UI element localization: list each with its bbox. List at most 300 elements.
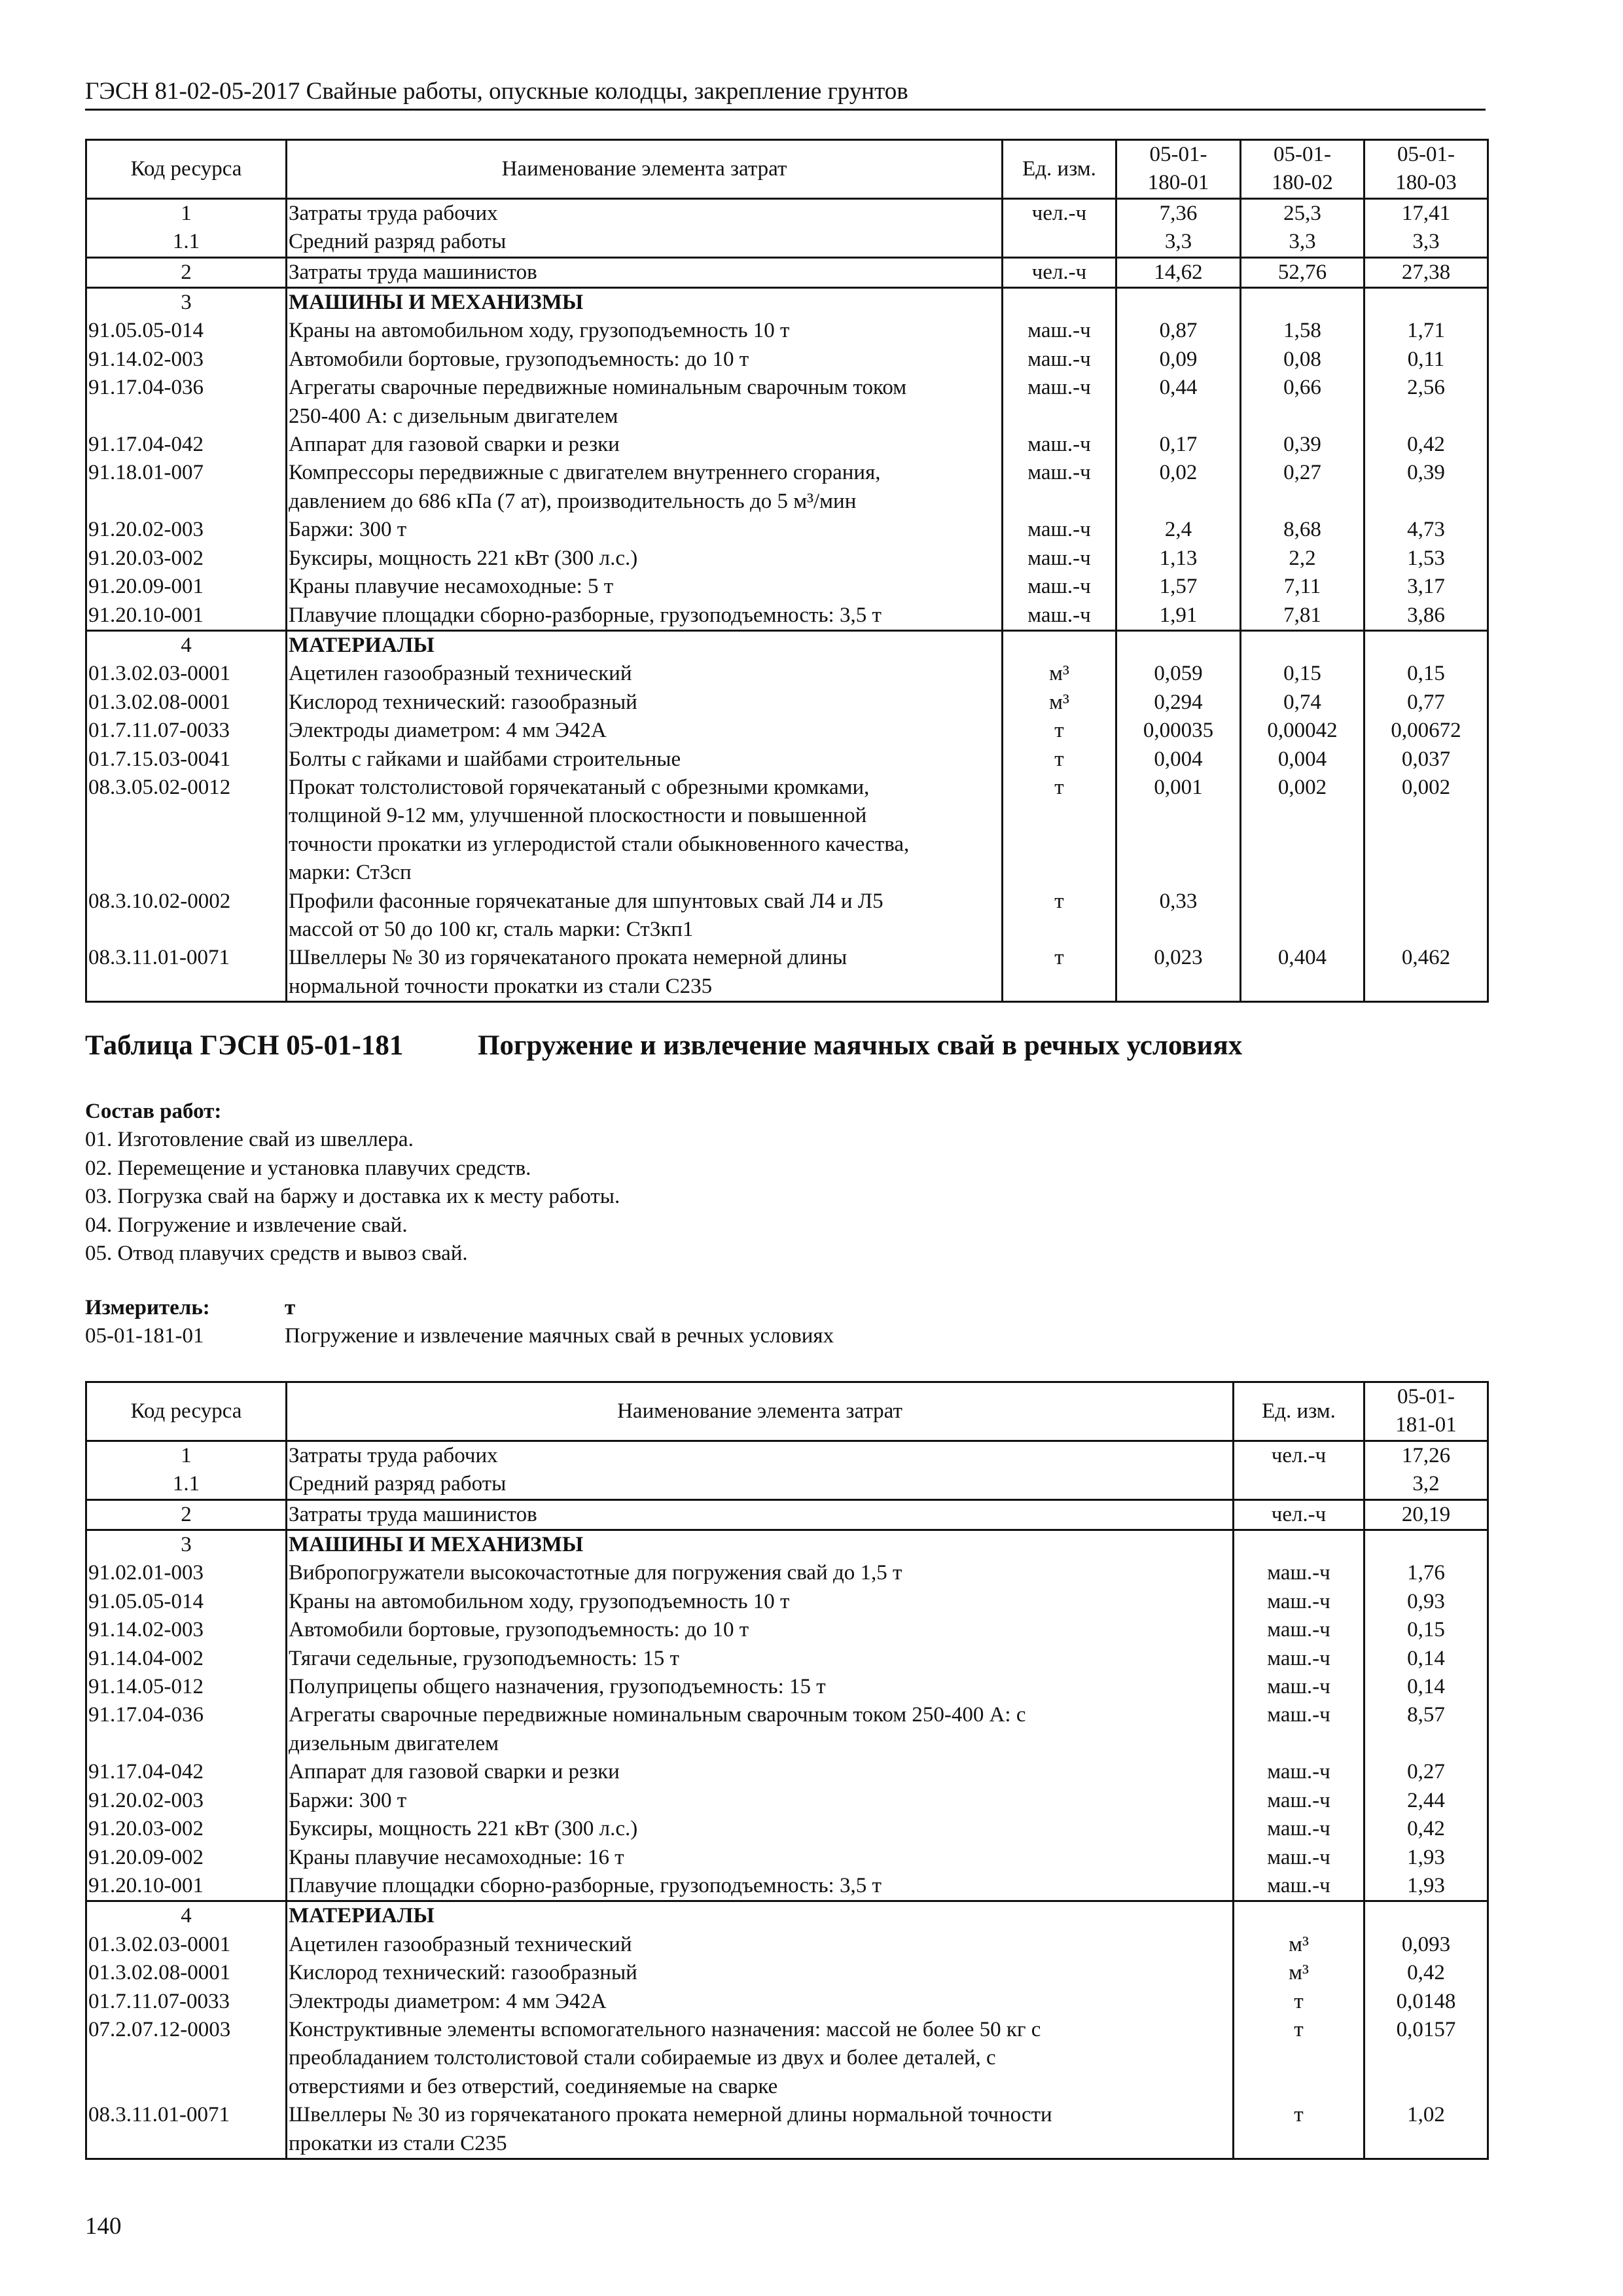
cost-item-name <box>287 288 1003 317</box>
cost-item-name <box>287 1701 1234 1758</box>
resource-code: 07.2.07.12-0003 <box>86 2016 287 2101</box>
resource-code: 91.20.03-002 <box>86 1815 287 1843</box>
norm-value: 0,004 <box>1116 745 1241 774</box>
norm-value <box>1364 1901 1488 1931</box>
resource-code: 01.3.02.08-0001 <box>86 689 287 717</box>
cost-item-name-line: Конструктивные элементы вспомогательного назначения: массой не более 50 кг с <box>289 2017 1041 2041</box>
cost-item-name <box>287 2101 1234 2159</box>
unit: маш.-ч <box>1234 1872 1364 1901</box>
norm-value: 0,87 <box>1116 317 1241 345</box>
col-header-variant-part: 05-01- <box>1397 143 1455 166</box>
resource-code: 91.20.09-001 <box>86 573 287 601</box>
cost-item-name-line: прокатки из стали С235 <box>289 2131 507 2155</box>
col-header-unit: Ед. изм. <box>1003 140 1116 199</box>
cost-item-name <box>287 1931 1234 1959</box>
cost-item-name <box>287 346 1003 374</box>
norm-value: 52,76 <box>1241 257 1364 287</box>
cost-item-name <box>287 1988 1234 2016</box>
norm-value: 0,27 <box>1241 459 1364 516</box>
cost-item-name-line: МАШИНЫ И МЕХАНИЗМЫ <box>289 1533 584 1557</box>
cost-item-name-line: МАТЕРИАЛЫ <box>289 633 435 657</box>
norm-value: 0,462 <box>1364 944 1488 1001</box>
cost-item-name-line: Прокат толстолистовой горячекатаный с обрезными кромками, <box>289 775 870 799</box>
norm-value: 0,00035 <box>1116 717 1241 745</box>
table-row <box>86 689 1488 717</box>
cost-item-name <box>287 228 1003 257</box>
work-step: 03. Погрузка свай на баржу и доставка их к месту работы. <box>85 1185 620 1209</box>
unit <box>1234 1470 1364 1499</box>
col-header-name: Наименование элемента затрат <box>287 140 1003 199</box>
cost-item-name-line: Полуприцепы общего назначения, грузоподъемность: 15 т <box>289 1675 826 1699</box>
section-row <box>86 630 1488 660</box>
work-step: 04. Погружение и извлечение свай. <box>85 1213 408 1237</box>
cost-item-name-line: марки: Ст3сп <box>289 861 412 885</box>
norm-value: 0,0157 <box>1364 2016 1488 2101</box>
cost-item-name <box>287 1559 1234 1587</box>
norm-value: 0,0148 <box>1364 1988 1488 2016</box>
norm-value: 2,4 <box>1116 516 1241 544</box>
unit: маш.-ч <box>1003 516 1116 544</box>
table-title <box>85 1028 1486 1064</box>
norm-value: 0,002 <box>1241 774 1364 888</box>
cost-item-name-line: Ацетилен газообразный технический <box>289 662 632 686</box>
cost-item-name <box>287 1499 1234 1530</box>
table-row <box>86 1787 1488 1815</box>
unit: маш.-ч <box>1003 346 1116 374</box>
norm-value: 7,36 <box>1116 198 1241 228</box>
norm-value: 0,11 <box>1364 346 1488 374</box>
col-header-unit: Ед. изм. <box>1234 1382 1364 1441</box>
norm-value: 0,09 <box>1116 346 1241 374</box>
norm-value: 3,3 <box>1241 228 1364 257</box>
unit: маш.-ч <box>1234 1701 1364 1758</box>
cost-item-name <box>287 601 1003 631</box>
resource-code: 91.17.04-042 <box>86 431 287 459</box>
unit: маш.-ч <box>1003 573 1116 601</box>
norm-value: 0,08 <box>1241 346 1364 374</box>
norm-value: 0,15 <box>1364 660 1488 688</box>
cost-item-name-line: Плавучие площадки сборно-разборные, грузоподъемность: 3,5 т <box>289 1873 882 1897</box>
resource-code: 3 <box>86 1530 287 1560</box>
cost-item-name-line: нормальной точности прокатки из стали С235 <box>289 974 713 998</box>
resource-code: 01.3.02.08-0001 <box>86 1959 287 1987</box>
resource-code: 2 <box>86 1499 287 1530</box>
cost-item-name <box>287 573 1003 601</box>
norm-value <box>1364 1530 1488 1560</box>
table-row <box>86 374 1488 431</box>
norm-value <box>1241 888 1364 944</box>
resource-code: 91.20.02-003 <box>86 1787 287 1815</box>
col-header-variant-part: 180-03 <box>1395 171 1457 195</box>
cost-item-name-line: Вибропогружатели высокочастотные для погружения свай до 1,5 т <box>289 1561 902 1585</box>
table-row <box>86 545 1488 573</box>
norm-value: 1,93 <box>1364 1872 1488 1901</box>
cost-item-name-line: массой от 50 до 100 кг, сталь марки: Ст3кп1 <box>289 917 694 941</box>
cost-item-name-line: Профили фасонные горячекатаные для шпунтовых свай Л4 и Л5 <box>289 889 883 913</box>
unit: маш.-ч <box>1234 1559 1364 1587</box>
resource-code: 08.3.05.02-0012 <box>86 774 287 888</box>
table-row <box>86 1559 1488 1587</box>
table-row <box>86 317 1488 345</box>
table-row <box>86 888 1488 944</box>
unit: маш.-ч <box>1003 374 1116 431</box>
resource-code: 1 <box>86 1441 287 1470</box>
measure-block <box>85 1294 1486 1351</box>
norm-value: 27,38 <box>1364 257 1488 287</box>
resource-code: 01.3.02.03-0001 <box>86 1931 287 1959</box>
resource-table-05-01-181 <box>85 1381 1489 2160</box>
table-row <box>86 257 1488 287</box>
resource-table-05-01-180 <box>85 139 1489 1003</box>
cost-item-name <box>287 1530 1234 1560</box>
cost-item-name <box>287 431 1003 459</box>
norm-value: 1,58 <box>1241 317 1364 345</box>
cost-item-name-line: Аппарат для газовой сварки и резки <box>289 433 620 457</box>
norm-value: 3,3 <box>1116 228 1241 257</box>
norm-value: 0,14 <box>1364 1673 1488 1701</box>
cost-item-name-line: Краны на автомобильном ходу, грузоподъемность 10 т <box>289 319 790 343</box>
table-row <box>86 1931 1488 1959</box>
cost-item-name-line: Автомобили бортовые, грузоподъемность: до 10 т <box>289 347 749 371</box>
unit: маш.-ч <box>1003 459 1116 516</box>
norm-value <box>1116 288 1241 317</box>
resource-code: 91.20.02-003 <box>86 516 287 544</box>
norm-value: 0,002 <box>1364 774 1488 888</box>
unit: маш.-ч <box>1234 1815 1364 1843</box>
cost-item-name <box>287 459 1003 516</box>
norm-value <box>1364 630 1488 660</box>
page-header: ГЭСН 81-02-05-2017 Свайные работы, опускные колодцы, закрепление грунтов <box>85 77 1486 111</box>
resource-code: 91.05.05-014 <box>86 317 287 345</box>
norm-value: 0,77 <box>1364 689 1488 717</box>
unit: маш.-ч <box>1234 1616 1364 1644</box>
resource-code: 91.17.04-036 <box>86 1701 287 1758</box>
table-row <box>86 198 1488 228</box>
cost-item-name-line: Баржи: 300 т <box>289 518 407 542</box>
cost-item-name <box>287 1959 1234 1987</box>
col-header-variant-part: 181-01 <box>1395 1413 1457 1437</box>
work-step: 02. Перемещение и установка плавучих средств. <box>85 1156 531 1180</box>
resource-code: 01.7.11.07-0033 <box>86 1988 287 2016</box>
norm-value: 0,42 <box>1364 1815 1488 1843</box>
table-row <box>86 774 1488 888</box>
works-label: Состав работ: <box>85 1100 222 1123</box>
cost-item-name <box>287 745 1003 774</box>
table-row <box>86 1758 1488 1786</box>
norm-value: 2,44 <box>1364 1787 1488 1815</box>
norm-value <box>1241 288 1364 317</box>
section-row <box>86 1901 1488 1931</box>
measure-code: 05-01-181-01 <box>85 1324 204 1348</box>
resource-code: 08.3.10.02-0002 <box>86 888 287 944</box>
table-row <box>86 2016 1488 2101</box>
norm-value: 3,2 <box>1364 1470 1488 1499</box>
cost-item-name-line: Автомобили бортовые, грузоподъемность: до 10 т <box>289 1618 749 1642</box>
norm-value: 17,26 <box>1364 1441 1488 1470</box>
cost-item-name <box>287 1872 1234 1901</box>
cost-item-name-line: Электроды диаметром: 4 мм Э42А <box>289 1989 607 2013</box>
norm-value: 0,001 <box>1116 774 1241 888</box>
unit: маш.-ч <box>1003 601 1116 631</box>
col-header-variant-part: 05-01- <box>1397 1385 1455 1408</box>
unit: м³ <box>1003 689 1116 717</box>
cost-item-name-line: Баржи: 300 т <box>289 1788 407 1812</box>
norm-value: 0,39 <box>1241 431 1364 459</box>
cost-item-name-line: Краны плавучие несамоходные: 5 т <box>289 575 614 599</box>
cost-item-name <box>287 374 1003 431</box>
table-row <box>86 1815 1488 1843</box>
table-row <box>86 573 1488 601</box>
cost-item-name-line: Швеллеры № 30 из горячекатаного проката немерной длины нормальной точности <box>289 2103 1052 2127</box>
unit: маш.-ч <box>1234 1673 1364 1701</box>
norm-value: 0,14 <box>1364 1645 1488 1673</box>
cost-item-name <box>287 257 1003 287</box>
resource-code: 91.20.10-001 <box>86 1872 287 1901</box>
unit: т <box>1234 2101 1364 2159</box>
unit: чел.-ч <box>1234 1441 1364 1470</box>
resource-code: 1.1 <box>86 228 287 257</box>
table-row <box>86 228 1488 257</box>
unit: чел.-ч <box>1003 257 1116 287</box>
norm-value: 3,86 <box>1364 601 1488 631</box>
norm-value: 0,15 <box>1241 660 1364 688</box>
cost-item-name-line: 250-400 А: с дизельным двигателем <box>289 404 618 428</box>
section-row <box>86 288 1488 317</box>
work-step: 05. Отвод плавучих средств и вывоз свай. <box>85 1242 468 1266</box>
resource-code: 1.1 <box>86 1470 287 1499</box>
unit: чел.-ч <box>1234 1499 1364 1530</box>
unit <box>1003 288 1116 317</box>
resource-code: 91.14.04-002 <box>86 1645 287 1673</box>
norm-value <box>1116 630 1241 660</box>
resource-code: 91.17.04-042 <box>86 1758 287 1786</box>
col-header-variant <box>1364 140 1488 199</box>
table-row <box>86 1844 1488 1872</box>
norm-value: 1,57 <box>1116 573 1241 601</box>
resource-code: 91.14.02-003 <box>86 346 287 374</box>
unit: т <box>1003 944 1116 1001</box>
cost-item-name <box>287 1815 1234 1843</box>
cost-item-name-line: Плавучие площадки сборно-разборные, грузоподъемность: 3,5 т <box>289 603 882 627</box>
norm-value: 0,404 <box>1241 944 1364 1001</box>
section-row <box>86 1530 1488 1560</box>
unit <box>1234 1901 1364 1931</box>
cost-item-name-line: Затраты труда рабочих <box>289 201 498 225</box>
resource-code: 1 <box>86 198 287 228</box>
cost-item-name-line: Болты с гайками и шайбами строительные <box>289 747 681 771</box>
unit <box>1003 228 1116 257</box>
cost-item-name-line: Средний разряд работы <box>289 1472 507 1496</box>
table-row <box>86 601 1488 631</box>
cost-item-name <box>287 888 1003 944</box>
cost-item-name-line: Агрегаты сварочные передвижные номинальным сварочным током 250-400 А: с <box>289 1703 1026 1727</box>
table-row <box>86 944 1488 1001</box>
cost-item-name <box>287 717 1003 745</box>
cost-item-name-line: отверстиями и без отверстий, соединяемые на сварке <box>289 2074 778 2098</box>
norm-value: 1,91 <box>1116 601 1241 631</box>
page-number: 140 <box>85 2213 122 2240</box>
cost-item-name-line: Аппарат для газовой сварки и резки <box>289 1760 620 1784</box>
norm-value: 0,33 <box>1116 888 1241 944</box>
cost-item-name <box>287 1645 1234 1673</box>
cost-item-name-line: Кислород технический: газообразный <box>289 690 637 714</box>
cost-item-name-line: Буксиры, мощность 221 кВт (300 л.с.) <box>289 1817 638 1841</box>
table-row <box>86 431 1488 459</box>
col-header-variant-part: 180-02 <box>1272 171 1333 195</box>
resource-code: 91.20.03-002 <box>86 545 287 573</box>
norm-value: 1,93 <box>1364 1844 1488 1872</box>
cost-item-name <box>287 1901 1234 1931</box>
norm-value: 2,2 <box>1241 545 1364 573</box>
resource-code: 91.18.01-007 <box>86 459 287 516</box>
norm-value: 7,81 <box>1241 601 1364 631</box>
norm-value: 1,53 <box>1364 545 1488 573</box>
norm-value: 0,15 <box>1364 1616 1488 1644</box>
unit: т <box>1234 1988 1364 2016</box>
norm-value: 3,3 <box>1364 228 1488 257</box>
resource-code: 01.7.11.07-0033 <box>86 717 287 745</box>
col-header-code: Код ресурса <box>86 140 287 199</box>
norm-value: 0,93 <box>1364 1588 1488 1616</box>
norm-value: 0,037 <box>1364 745 1488 774</box>
cost-item-name <box>287 1470 1234 1499</box>
norm-value: 14,62 <box>1116 257 1241 287</box>
norm-value: 8,57 <box>1364 1701 1488 1758</box>
table-row <box>86 346 1488 374</box>
table-row <box>86 1988 1488 2016</box>
cost-item-name-line: точности прокатки из углеродистой стали обыкновенного качества, <box>289 832 910 856</box>
cost-item-name <box>287 944 1003 1001</box>
unit: маш.-ч <box>1234 1758 1364 1786</box>
cost-item-name-line: Краны плавучие несамоходные: 16 т <box>289 1845 624 1869</box>
cost-item-name <box>287 660 1003 688</box>
resource-code: 08.3.11.01-0071 <box>86 2101 287 2159</box>
cost-item-name-line: Средний разряд работы <box>289 230 507 254</box>
unit: м³ <box>1003 660 1116 688</box>
norm-value: 1,02 <box>1364 2101 1488 2159</box>
cost-item-name <box>287 630 1003 660</box>
cost-item-name-line: МАТЕРИАЛЫ <box>289 1904 435 1928</box>
norm-value: 0,66 <box>1241 374 1364 431</box>
unit: м³ <box>1234 1931 1364 1959</box>
cost-item-name-line: Агрегаты сварочные передвижные номинальным сварочным током <box>289 376 907 400</box>
unit: маш.-ч <box>1234 1787 1364 1815</box>
table-row <box>86 2101 1488 2159</box>
table-row <box>86 1673 1488 1701</box>
unit: маш.-ч <box>1234 1588 1364 1616</box>
cost-item-name-line: МАШИНЫ И МЕХАНИЗМЫ <box>289 291 584 315</box>
resource-code: 3 <box>86 288 287 317</box>
table-row <box>86 717 1488 745</box>
table-row <box>86 1470 1488 1499</box>
works-composition <box>85 1098 1486 1268</box>
norm-value: 1,76 <box>1364 1559 1488 1587</box>
norm-value: 0,00672 <box>1364 717 1488 745</box>
table-row <box>86 1499 1488 1530</box>
unit: чел.-ч <box>1003 198 1116 228</box>
norm-value: 7,11 <box>1241 573 1364 601</box>
cost-item-name-line: Ацетилен газообразный технический <box>289 1932 632 1956</box>
resource-code: 91.05.05-014 <box>86 1588 287 1616</box>
resource-code: 91.17.04-036 <box>86 374 287 431</box>
table-row <box>86 1441 1488 1470</box>
col-header-variant <box>1364 1382 1488 1441</box>
resource-code: 4 <box>86 1901 287 1931</box>
unit: маш.-ч <box>1234 1844 1364 1872</box>
norm-value: 0,42 <box>1364 1959 1488 1987</box>
cost-item-name-line: Затраты труда машинистов <box>289 260 537 284</box>
norm-value: 1,71 <box>1364 317 1488 345</box>
measure-label: Измеритель: <box>85 1296 210 1319</box>
norm-value: 0,42 <box>1364 431 1488 459</box>
cost-item-name <box>287 2016 1234 2101</box>
norm-value: 0,74 <box>1241 689 1364 717</box>
table-row <box>86 1588 1488 1616</box>
norm-value <box>1364 288 1488 317</box>
norm-value: 4,73 <box>1364 516 1488 544</box>
cost-item-name-line: Затраты труда рабочих <box>289 1443 498 1467</box>
resource-code: 91.14.05-012 <box>86 1673 287 1701</box>
unit: т <box>1003 774 1116 888</box>
cost-item-name-line: дизельным двигателем <box>289 1731 499 1755</box>
measure-description: Погружение и извлечение маячных свай в речных условиях <box>285 1324 834 1348</box>
cost-item-name <box>287 1787 1234 1815</box>
cost-item-name-line: Компрессоры передвижные с двигателем внутреннего сгорания, <box>289 461 881 485</box>
cost-item-name <box>287 1673 1234 1701</box>
resource-code: 01.7.15.03-0041 <box>86 745 287 774</box>
resource-code: 01.3.02.03-0001 <box>86 660 287 688</box>
table-row <box>86 459 1488 516</box>
cost-item-name-line: толщиной 9-12 мм, улучшенной плоскостности и повышенной <box>289 804 867 828</box>
unit: т <box>1003 717 1116 745</box>
norm-value: 1,13 <box>1116 545 1241 573</box>
cost-item-name <box>287 1616 1234 1644</box>
table-row <box>86 660 1488 688</box>
norm-value: 0,44 <box>1116 374 1241 431</box>
norm-value <box>1241 630 1364 660</box>
cost-item-name-line: Электроды диаметром: 4 мм Э42А <box>289 719 607 743</box>
norm-value: 0,059 <box>1116 660 1241 688</box>
table-row <box>86 1959 1488 1987</box>
cost-item-name <box>287 198 1003 228</box>
col-header-variant <box>1241 140 1364 199</box>
unit <box>1234 1530 1364 1560</box>
resource-code: 91.20.09-002 <box>86 1844 287 1872</box>
cost-item-name <box>287 516 1003 544</box>
unit: т <box>1003 888 1116 944</box>
resource-code: 91.14.02-003 <box>86 1616 287 1644</box>
cost-item-name <box>287 317 1003 345</box>
table-number: Таблица ГЭСН 05-01-181 <box>85 1030 404 1061</box>
norm-value: 0,39 <box>1364 459 1488 516</box>
resource-code: 91.20.10-001 <box>86 601 287 631</box>
cost-item-name <box>287 1758 1234 1786</box>
norm-value <box>1364 888 1488 944</box>
norm-value: 3,17 <box>1364 573 1488 601</box>
norm-value: 0,023 <box>1116 944 1241 1001</box>
cost-item-name-line: Затраты труда машинистов <box>289 1502 537 1526</box>
measure-unit: т <box>285 1296 296 1319</box>
norm-value: 0,02 <box>1116 459 1241 516</box>
table-row <box>86 1616 1488 1644</box>
cost-item-name-line: Буксиры, мощность 221 кВт (300 л.с.) <box>289 546 638 570</box>
table-row <box>86 1701 1488 1758</box>
cost-item-name-line: Тягачи седельные, грузоподъемность: 15 т <box>289 1646 679 1670</box>
norm-value: 0,27 <box>1364 1758 1488 1786</box>
table-heading: Погружение и извлечение маячных свай в речных условиях <box>478 1030 1243 1061</box>
norm-value: 0,093 <box>1364 1931 1488 1959</box>
cost-item-name <box>287 1588 1234 1616</box>
